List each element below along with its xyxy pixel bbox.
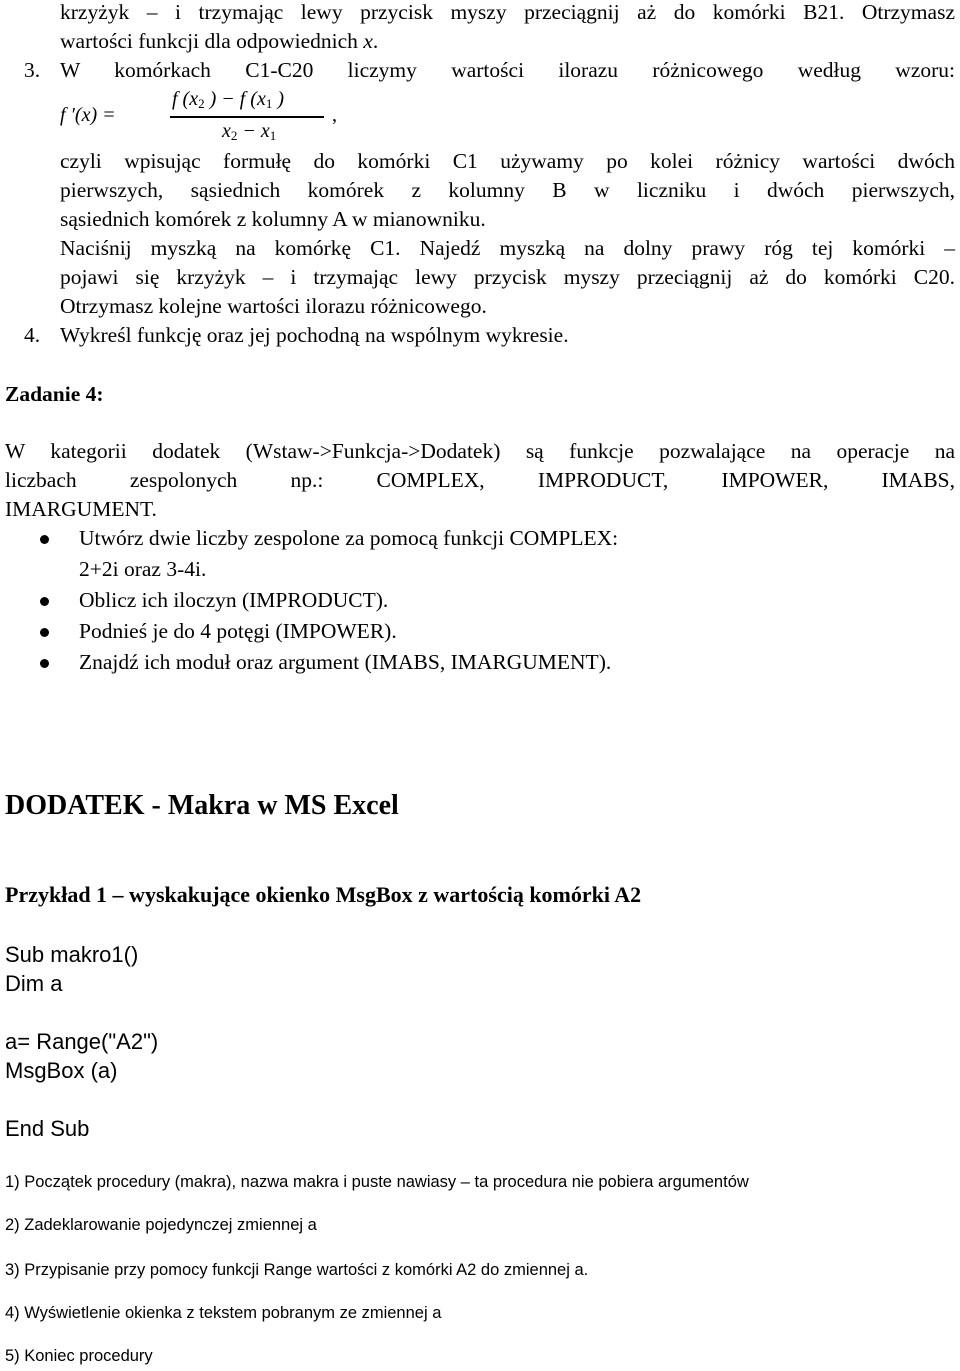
bullet-icon xyxy=(40,659,49,668)
step3-para2-line3: Otrzymasz kolejne wartości ilorazu różnicowego. xyxy=(60,294,487,318)
code-line-4: MsgBox (a) xyxy=(5,1058,118,1083)
formula-denominator: $x_2 - x_1$ xyxy=(222,120,277,143)
note-5: 5) Koniec procedury xyxy=(5,1347,153,1365)
formula-lhs: f ′(x) = xyxy=(60,104,116,126)
step2-line2: wartości funkcji dla odpowiednich x. xyxy=(60,29,379,53)
formula-comma: , xyxy=(332,104,337,126)
example-heading: Przykład 1 – wyskakujące okienko MsgBox z wartością komórki A2 xyxy=(5,882,642,907)
zadanie4-para-line1: W kategorii dodatek (Wstaw->Funkcja->Dodatek) są funkcje pozwalające na operacje na xyxy=(5,439,955,463)
zadanie4-para-line2: liczbach zespolonych np.: COMPLEX, IMPRODUCT, IMPOWER, IMABS, xyxy=(5,468,955,492)
bullet-icon xyxy=(40,535,49,544)
formula-numerator: f ($x_2$ ) − f ($x_1$ ) xyxy=(172,88,285,111)
code-line-2: Dim a xyxy=(5,971,63,996)
step3-number: 3. xyxy=(24,58,41,82)
step3-para1-line3: sąsiednich komórek z kolumny A w mianowniku. xyxy=(60,207,486,231)
bullet-item-3: Podnieś je do 4 potęgi (IMPOWER). xyxy=(79,619,397,643)
step4-text: Wykreśl funkcję oraz jej pochodną na wspólnym wykresie. xyxy=(60,323,569,347)
bullet-item-1-line1: Utwórz dwie liczby zespolone za pomocą funkcji COMPLEX: xyxy=(79,526,619,550)
step3-line1: W komórkach C1-C20 liczymy wartości ilorazu różnicowego według wzoru: xyxy=(60,58,955,82)
code-line-3: a= Range("A2") xyxy=(5,1029,159,1054)
bullet-item-1-line2: 2+2i oraz 3-4i. xyxy=(79,557,207,581)
step3-para2-line2: pojawi się krzyżyk – i trzymając lewy przycisk myszy przeciągnij aż do komórki C20. xyxy=(60,265,955,289)
step2-line1: krzyżyk – i trzymając lewy przycisk myszy przeciągnij aż do komórki B21. Otrzymasz xyxy=(60,0,955,24)
formula-fraction-bar xyxy=(170,116,324,118)
code-line-1: Sub makro1() xyxy=(5,942,139,967)
bullet-item-4: Znajdź ich moduł oraz argument (IMABS, IMARGUMENT). xyxy=(79,650,612,674)
difference-quotient-formula xyxy=(60,88,360,148)
zadanie4-para-line3: IMARGUMENT. xyxy=(5,497,157,521)
note-2: 2) Zadeklarowanie pojedynczej zmiennej a xyxy=(5,1216,317,1234)
bullet-icon xyxy=(40,628,49,637)
note-3: 3) Przypisanie przy pomocy funkcji Range wartości z komórki A2 do zmiennej a. xyxy=(5,1261,589,1279)
step3-para1-line2: pierwszych, sąsiednich komórek z kolumny B w liczniku i dwóch pierwszych, xyxy=(60,178,955,202)
step3-para1-line1: czyli wpisując formułę do komórki C1 używamy po kolei różnicy wartości dwóch xyxy=(60,149,955,173)
note-4: 4) Wyświetlenie okienka z tekstem pobranym ze zmiennej a xyxy=(5,1304,442,1322)
step3-para2-line1: Naciśnij myszką na komórkę C1. Najedź myszką na dolny prawy róg tej komórki – xyxy=(60,236,955,260)
bullet-item-2: Oblicz ich iloczyn (IMPRODUCT). xyxy=(79,588,389,612)
zadanie4-heading: Zadanie 4: xyxy=(5,382,104,406)
bullet-icon xyxy=(40,597,49,606)
code-line-5: End Sub xyxy=(5,1116,90,1141)
dodatek-title: DODATEK - Makra w MS Excel xyxy=(5,790,399,821)
step4-number: 4. xyxy=(24,323,41,347)
note-1: 1) Początek procedury (makra), nazwa makra i puste nawiasy – ta procedura nie pobiera argumentów xyxy=(5,1173,749,1191)
